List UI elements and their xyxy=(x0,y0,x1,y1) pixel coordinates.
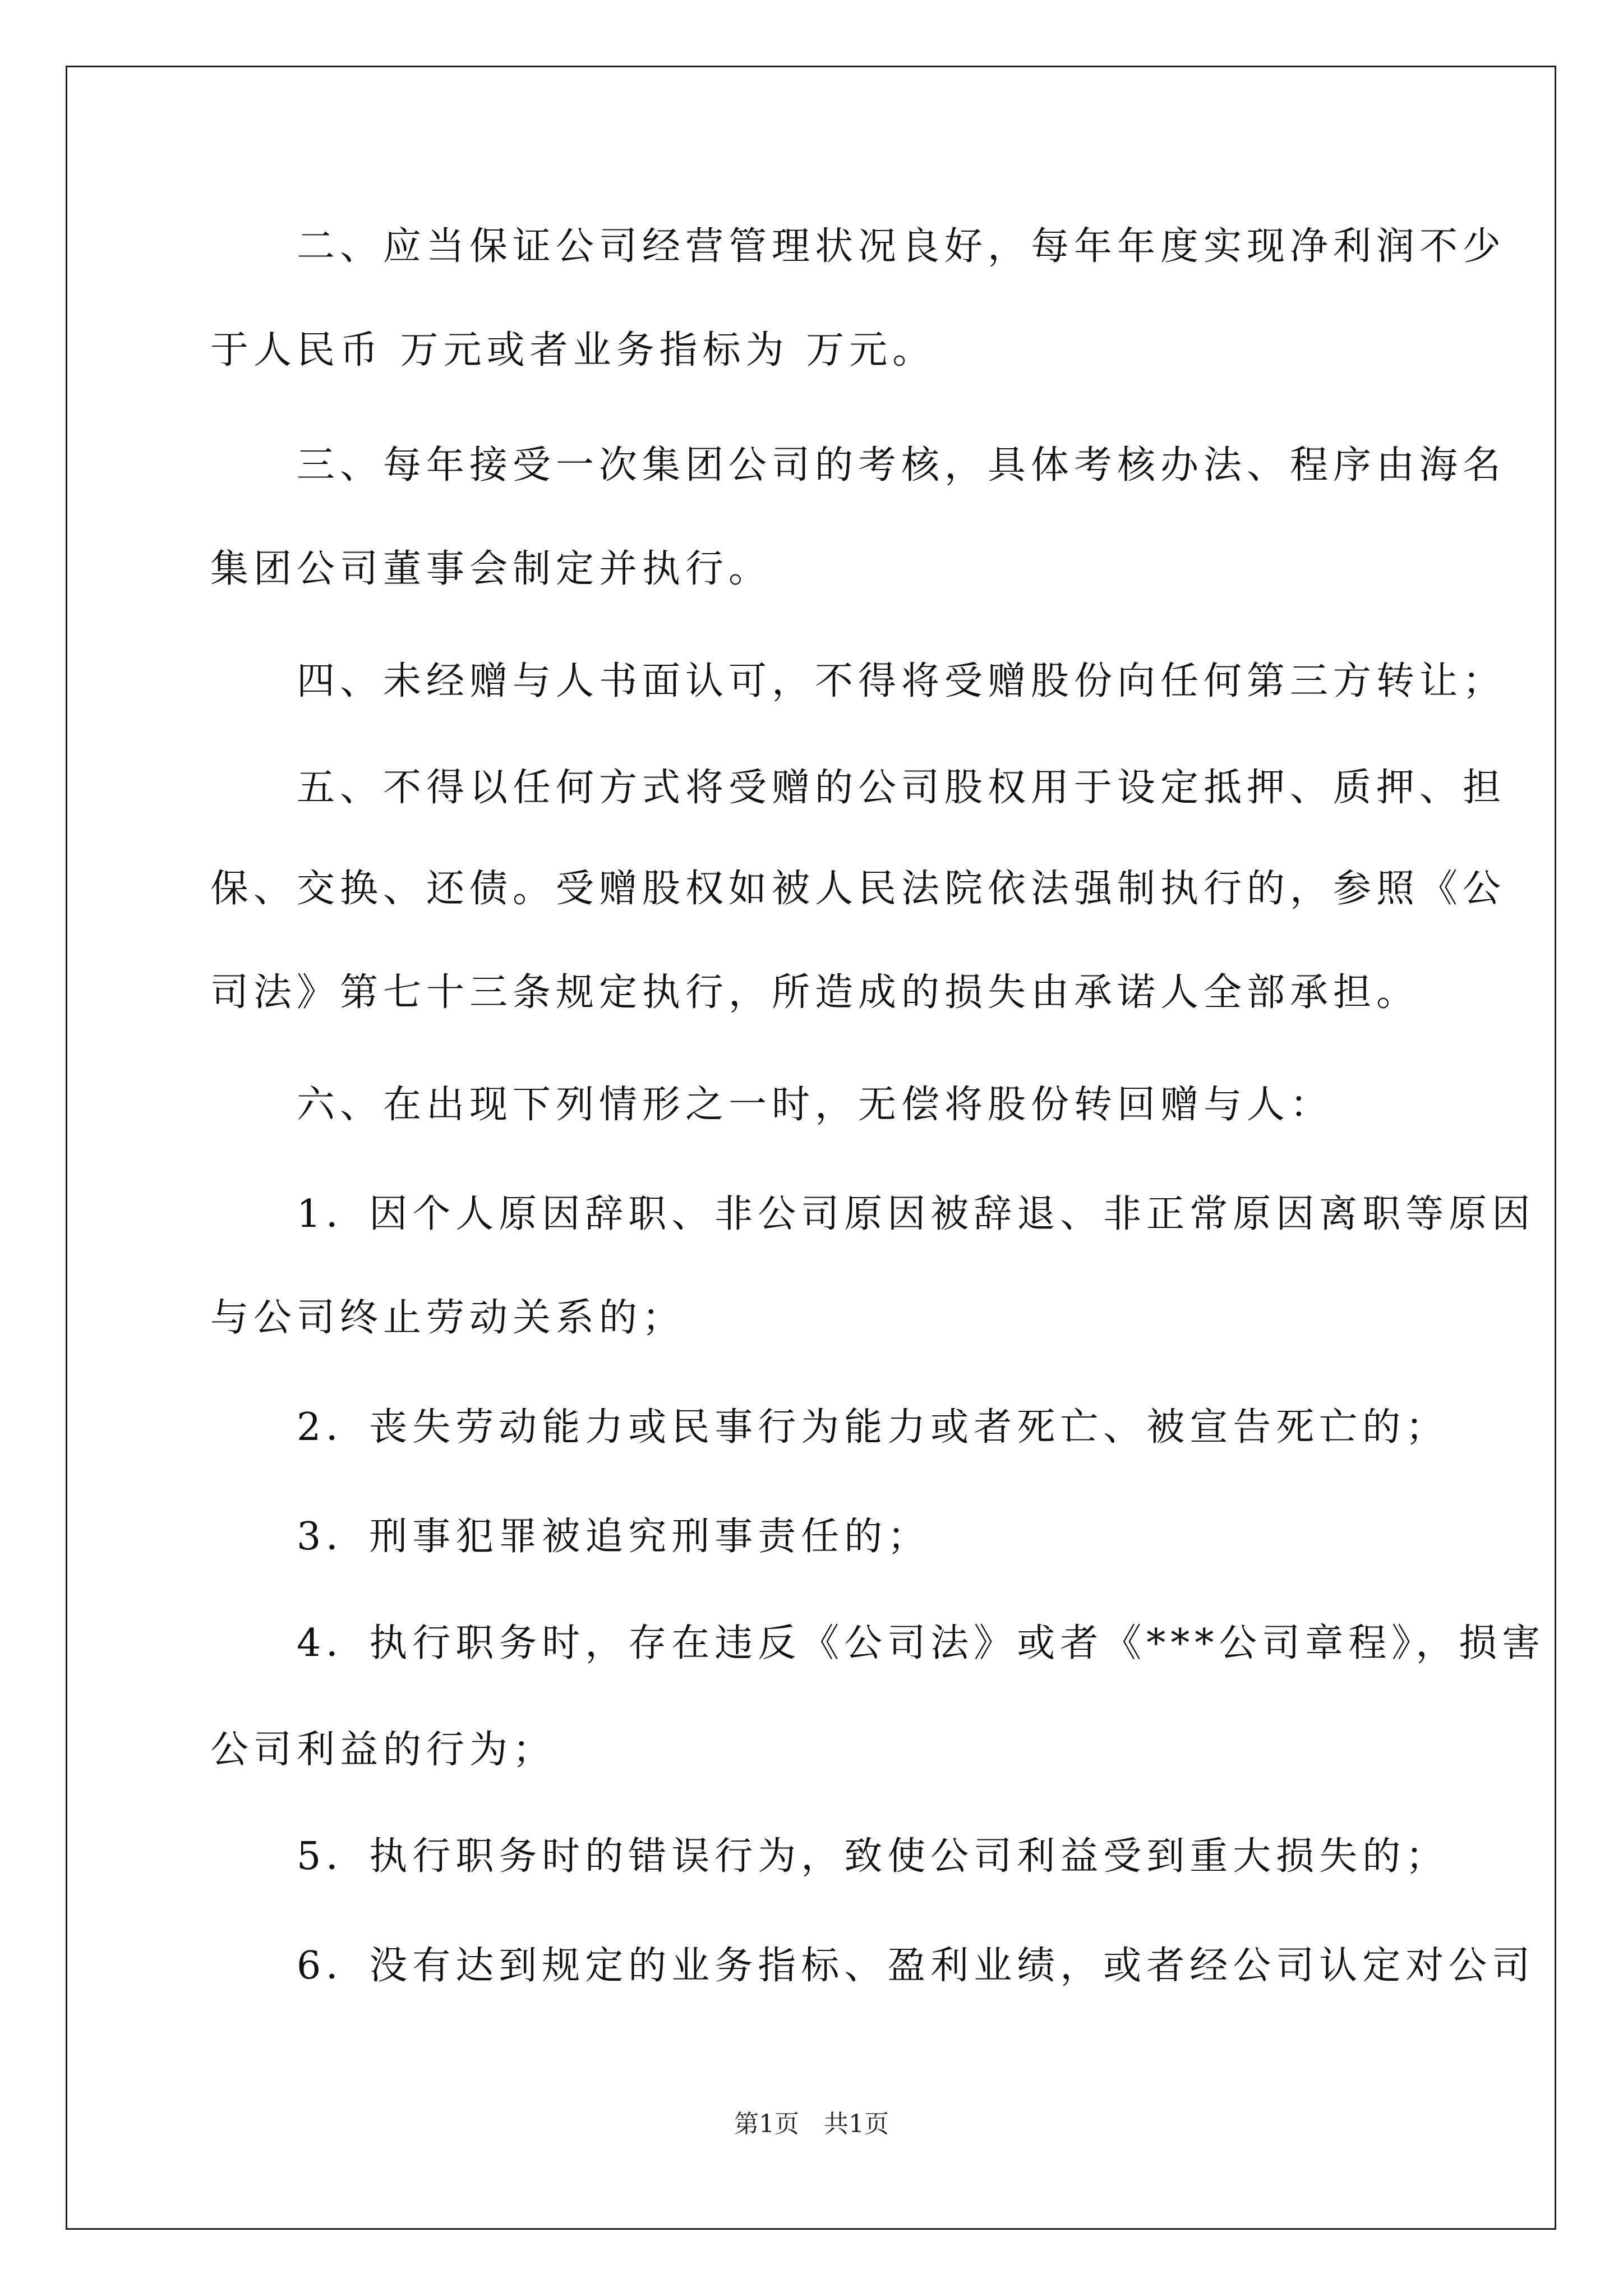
text-line: 集团公司董事会制定并执行。 xyxy=(210,547,772,591)
text-line: 二、应当保证公司经营管理状况良好，每年年度实现净利润不少 xyxy=(210,224,1506,269)
text-line: 4．执行职务时，存在违反《公司法》或者《***公司章程》，损害 xyxy=(210,1621,1546,1665)
text-line: 5．执行职务时的错误行为，致使公司利益受到重大损失的； xyxy=(210,1834,1449,1879)
text-line: 与公司终止劳动关系的； xyxy=(210,1296,686,1340)
text-line: 三、每年接受一次集团公司的考核，具体考核办法、程序由海名 xyxy=(210,443,1506,487)
text-line: 六、在出现下列情形之一时，无偿将股份转回赠与人： xyxy=(210,1083,1334,1127)
text-line: 于人民币 万元或者业务指标为 万元。 xyxy=(210,328,936,372)
text-line: 保、交换、还债。受赠股权如被人民法院依法强制执行的，参照《公 xyxy=(210,867,1506,911)
page-number-footer: 第1页 共1页 xyxy=(734,2110,889,2138)
page-border xyxy=(66,66,1556,2230)
text-line: 司法》第七十三条规定执行，所造成的损失由承诺人全部承担。 xyxy=(210,970,1420,1015)
text-line: 公司利益的行为； xyxy=(210,1728,556,1772)
text-line: 四、未经赠与人书面认可，不得将受赠股份向任何第三方转让； xyxy=(210,659,1506,703)
text-line: 1．因个人原因辞职、非公司原因被辞退、非正常原因离职等原因 xyxy=(210,1192,1536,1236)
text-line: 五、不得以任何方式将受赠的公司股权用于设定抵押、质押、担 xyxy=(210,766,1506,810)
text-line: 6．没有达到规定的业务指标、盈利业绩，或者经公司认定对公司 xyxy=(210,1944,1536,1988)
text-line: 2．丧失劳动能力或民事行为能力或者死亡、被宣告死亡的； xyxy=(210,1405,1449,1450)
text-line: 3．刑事犯罪被追究刑事责任的； xyxy=(210,1515,931,1559)
